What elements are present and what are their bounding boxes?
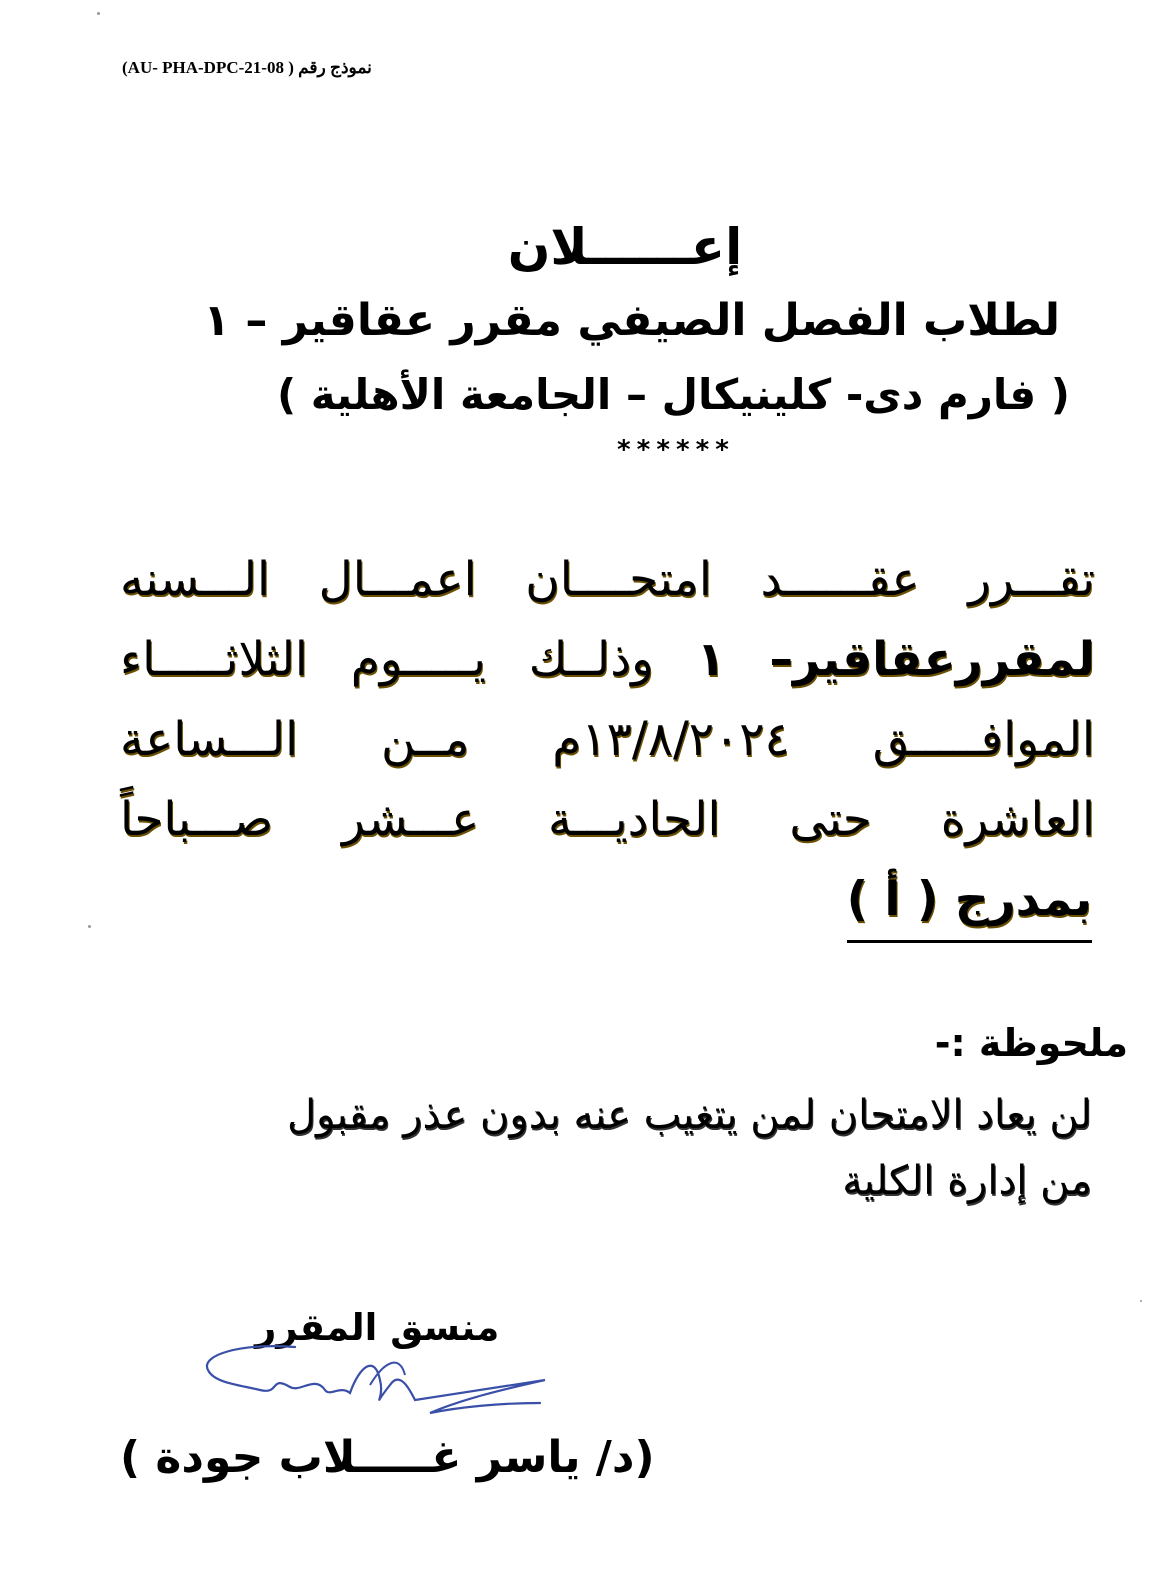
program-line: ( فارم دى- كلينيكال – الجامعة الأهلية ) bbox=[276, 370, 1070, 419]
announcement-title: إعــــــلان bbox=[507, 218, 743, 276]
body-line-1: تقـــرر عقــــــد امتحــــان اعمـــال الـــسنه bbox=[120, 552, 1095, 607]
scan-speck bbox=[97, 12, 100, 15]
body-line-2-rest: وذلــك يـــــوم الثلاثـــــاء bbox=[120, 632, 654, 687]
scan-speck bbox=[1140, 1300, 1142, 1302]
separator-stars: ****** bbox=[616, 435, 734, 465]
handwritten-signature bbox=[200, 1335, 580, 1425]
signature-title: منسق المقرر bbox=[255, 1306, 500, 1349]
signer-name: (د/ ياسر غـــــلاب جودة ) bbox=[120, 1432, 655, 1483]
body-line-3: الموافـــــق ١٣/٨/٢٠٢٤م مــن الـــساعة bbox=[120, 712, 1095, 767]
body-line-4: العاشرة حتى الحاديـــة عـــشر صـــباحاً bbox=[120, 792, 1095, 847]
note-label: ملحوظة :- bbox=[934, 1021, 1128, 1065]
form-code: نموذج رقم ( AU- PHA-DPC-21-08) bbox=[122, 58, 372, 77]
scan-speck bbox=[88, 925, 91, 928]
course-name: لمقررعقاقير– ١ bbox=[696, 632, 1095, 687]
title-block bbox=[150, 212, 1100, 470]
exam-location: بمدرج ( أ ) bbox=[847, 860, 1092, 943]
announcement-body bbox=[120, 540, 1095, 860]
announcement-subtitle: لطلاب الفصل الصيفي مقرر عقاقير – ١ bbox=[203, 295, 1060, 346]
note-line-2: من إدارة الكلية bbox=[842, 1158, 1092, 1204]
note-text bbox=[112, 1082, 1092, 1214]
body-line-2 bbox=[120, 620, 1095, 700]
note-line-1: لن يعاد الامتحان لمن يتغيب عنه بدون عذر مقبول bbox=[286, 1092, 1092, 1138]
